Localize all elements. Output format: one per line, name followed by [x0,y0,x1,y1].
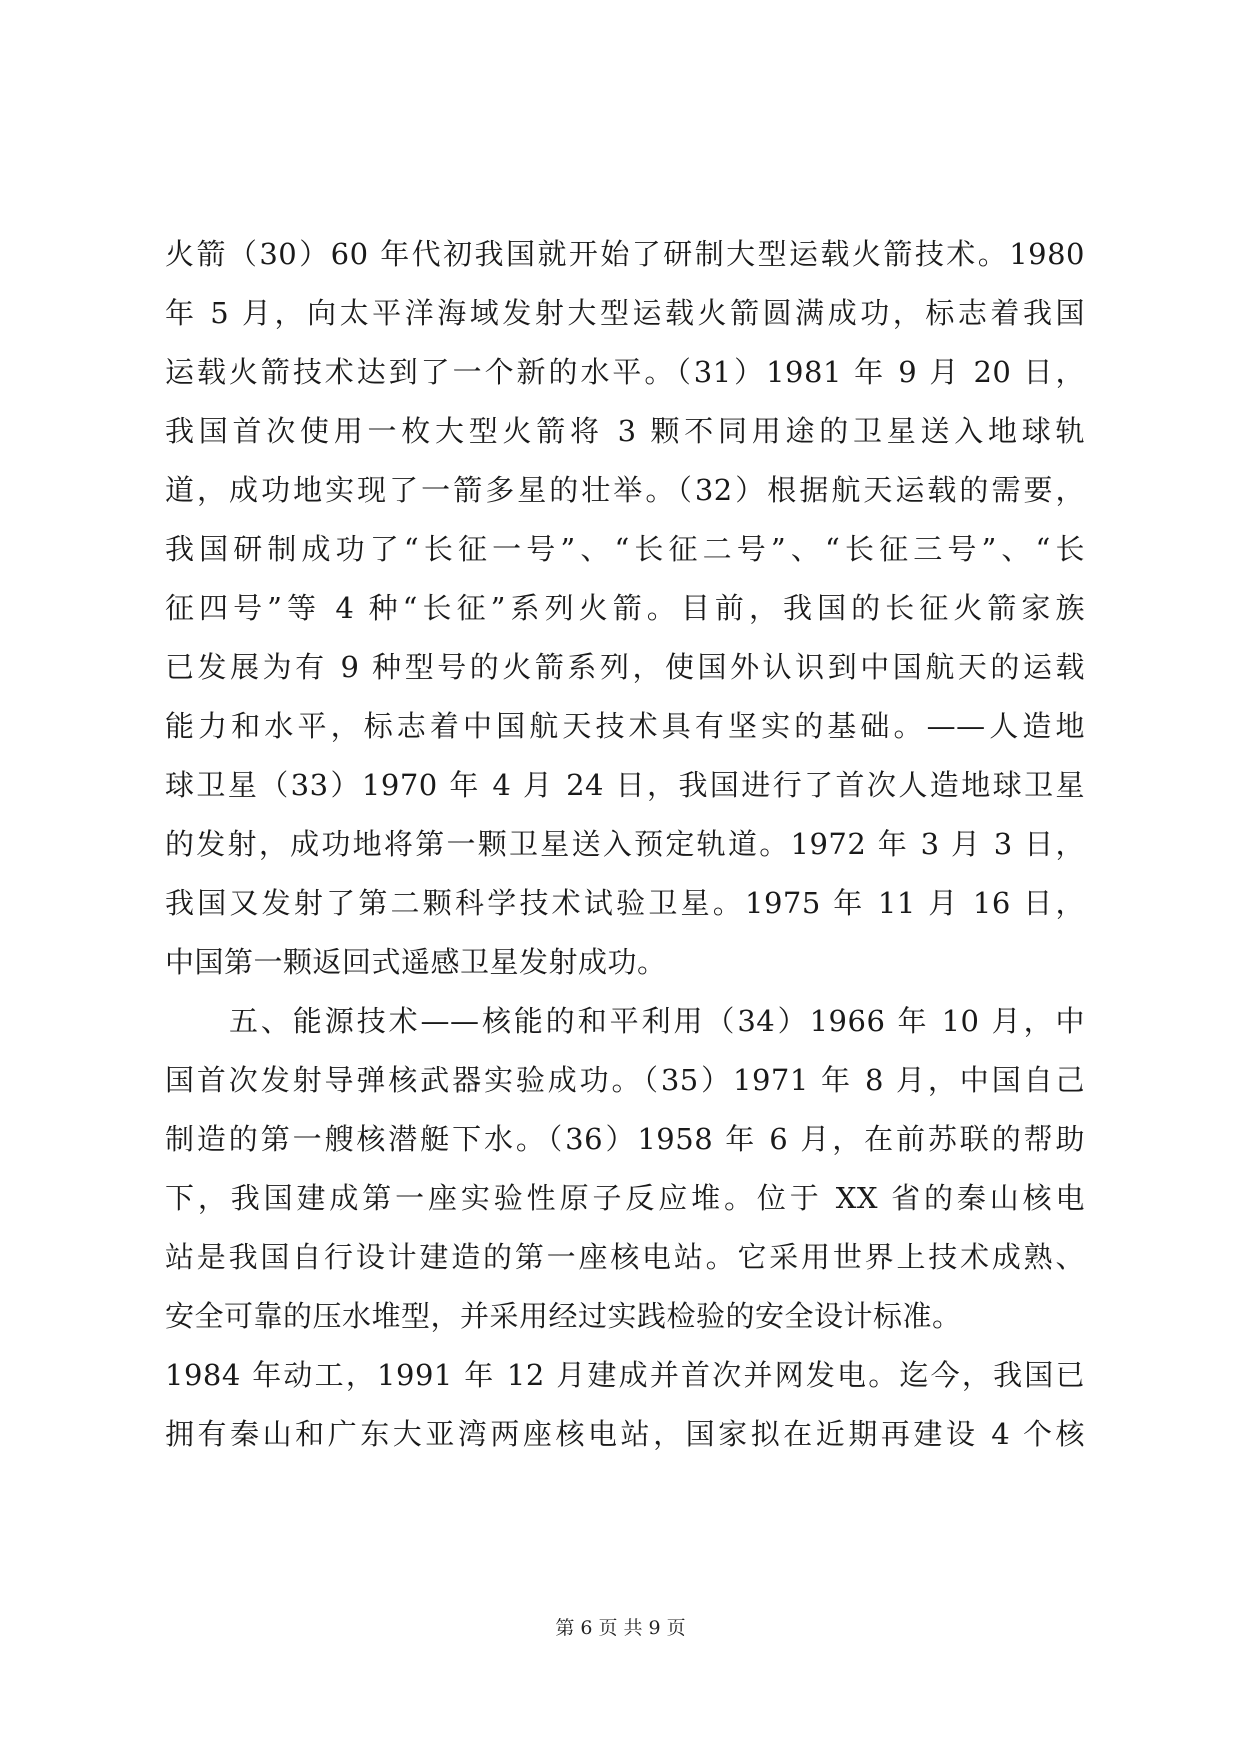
text-line: 的发射，成功地将第一颗卫星送入预定轨道。1972 年 3 月 3 日， [165,827,1085,861]
text-line: 站是我国自行设计建造的第一座核电站。它采用世界上技术成熟、 [165,1240,1085,1274]
text-line: 1984 年动工，1991 年 12 月建成并首次并网发电。迄今，我国已 [165,1358,1085,1392]
text-line: 道，成功地实现了一箭多星的壮举。（32）根据航天运载的需要， [165,473,1085,507]
text-line: 拥有秦山和广东大亚湾两座核电站，国家拟在近期再建设 4 个核 [165,1417,1085,1451]
text-line: 我国首次使用一枚大型火箭将 3 颗不同用途的卫星送入地球轨 [165,414,1085,448]
paragraph-start-line: 五、能源技术——核能的和平利用（34）1966 年 10 月，中 [229,1004,1085,1038]
page-number-footer: 第 6 页 共 9 页 [555,1617,686,1639]
text-line: 运载火箭技术达到了一个新的水平。（31）1981 年 9 月 20 日， [165,355,1085,389]
text-line: 我国研制成功了“长征一号”、“长征二号”、“长征三号”、“长 [165,532,1085,566]
text-line: 已发展为有 9 种型号的火箭系列，使国外认识到中国航天的运载 [165,650,1085,684]
text-line: 能力和水平，标志着中国航天技术具有坚实的基础。——人造地 [165,709,1085,743]
text-line: 征四号”等 4 种“长征”系列火箭。目前，我国的长征火箭家族 [165,591,1085,625]
text-line: 下，我国建成第一座实验性原子反应堆。位于 XX 省的秦山核电 [165,1181,1085,1215]
text-line: 中国第一颗返回式遥感卫星发射成功。 [165,945,667,979]
text-line: 球卫星（33）1970 年 4 月 24 日，我国进行了首次人造地球卫星 [165,768,1085,802]
text-line: 国首次发射导弹核武器实验成功。（35）1971 年 8 月，中国自己 [165,1063,1085,1097]
text-line: 制造的第一艘核潜艇下水。（36）1958 年 6 月，在前苏联的帮助 [165,1122,1085,1156]
text-line: 年 5 月，向太平洋海域发射大型运载火箭圆满成功，标志着我国 [165,296,1085,330]
body-text [165,225,1085,1464]
text-line: 我国又发射了第二颗科学技术试验卫星。1975 年 11 月 16 日， [165,886,1085,920]
text-line: 安全可靠的压水堆型，并采用经过实践检验的安全设计标准。 [165,1299,962,1333]
text-line: 火箭（30）60 年代初我国就开始了研制大型运载火箭技术。1980 [165,237,1085,271]
